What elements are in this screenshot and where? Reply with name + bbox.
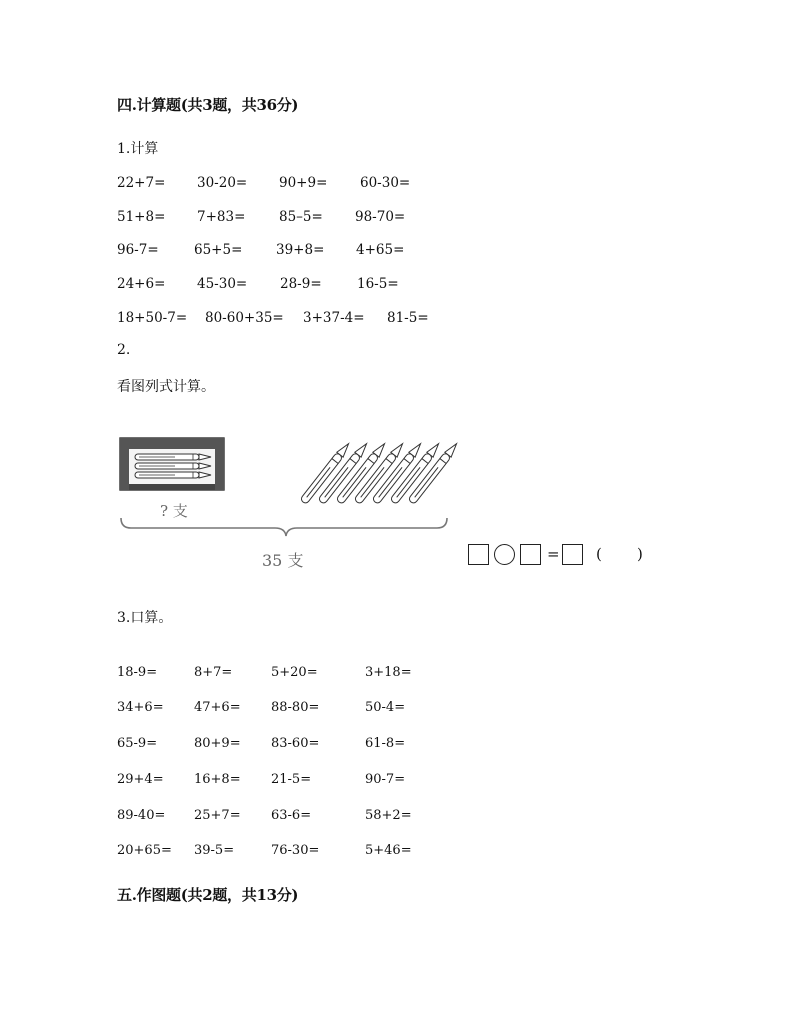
unknown-pens-label: ? 支 bbox=[160, 502, 188, 520]
q3-expression: 50-4= bbox=[365, 700, 406, 715]
q1-expression: 80-60+35= bbox=[205, 310, 284, 326]
q3-expression: 5+20= bbox=[271, 665, 318, 680]
q1-expression: 81-5= bbox=[387, 310, 429, 326]
q1-expression: 45-30= bbox=[197, 276, 248, 292]
question-2-label: 2. bbox=[117, 342, 131, 358]
unit-paren-open: ( bbox=[596, 545, 602, 563]
q1-expression: 18+50-7= bbox=[117, 310, 188, 326]
q1-expression: 30-20= bbox=[197, 175, 248, 191]
answer-box-result[interactable] bbox=[562, 544, 583, 565]
q1-expression: 4+65= bbox=[356, 242, 405, 258]
unit-paren-close: ) bbox=[637, 545, 643, 563]
q3-expression: 8+7= bbox=[194, 665, 233, 680]
q1-expression: 85–5= bbox=[279, 209, 323, 225]
q1-expression: 65+5= bbox=[194, 242, 243, 258]
equals-sign: = bbox=[547, 545, 560, 563]
section-4-title: 四.计算题(共3题，共36分) bbox=[117, 96, 299, 114]
q1-expression: 7+83= bbox=[197, 209, 246, 225]
q1-expression: 24+6= bbox=[117, 276, 166, 292]
q3-expression: 61-8= bbox=[365, 736, 406, 751]
q3-expression: 65-9= bbox=[117, 736, 158, 751]
q1-expression: 96-7= bbox=[117, 242, 159, 258]
q3-expression: 5+46= bbox=[365, 843, 412, 858]
section-5-title: 五.作图题(共2题，共13分) bbox=[117, 886, 299, 904]
pens-figure bbox=[115, 430, 460, 545]
q1-expression: 39+8= bbox=[276, 242, 325, 258]
total-pens-label: 35 支 bbox=[262, 551, 304, 570]
q1-expression: 22+7= bbox=[117, 175, 166, 191]
q3-expression: 76-30= bbox=[271, 843, 320, 858]
q3-expression: 83-60= bbox=[271, 736, 320, 751]
q3-expression: 47+6= bbox=[194, 700, 241, 715]
q3-expression: 16+8= bbox=[194, 772, 241, 787]
loose-pens-illustration bbox=[300, 441, 460, 504]
question-3-label: 3.口算。 bbox=[117, 610, 173, 626]
q3-expression: 39-5= bbox=[194, 843, 235, 858]
answer-box-2[interactable] bbox=[520, 544, 541, 565]
question-1-label: 1.计算 bbox=[117, 141, 159, 157]
q1-expression: 28-9= bbox=[280, 276, 322, 292]
q3-expression: 58+2= bbox=[365, 808, 412, 823]
q3-expression: 80+9= bbox=[194, 736, 241, 751]
pencil-box-illustration bbox=[120, 438, 224, 490]
q3-expression: 63-6= bbox=[271, 808, 312, 823]
q1-expression: 98-70= bbox=[355, 209, 406, 225]
q3-expression: 20+65= bbox=[117, 843, 172, 858]
q3-expression: 89-40= bbox=[117, 808, 166, 823]
q1-expression: 51+8= bbox=[117, 209, 166, 225]
q1-expression: 90+9= bbox=[279, 175, 328, 191]
q3-expression: 25+7= bbox=[194, 808, 241, 823]
q1-expression: 60-30= bbox=[360, 175, 411, 191]
question-2-instruction: 看图列式计算。 bbox=[117, 379, 215, 395]
q3-expression: 3+18= bbox=[365, 665, 412, 680]
q1-expression: 3+37-4= bbox=[303, 310, 365, 326]
q1-expression: 16-5= bbox=[357, 276, 399, 292]
q3-expression: 18-9= bbox=[117, 665, 158, 680]
q3-expression: 90-7= bbox=[365, 772, 406, 787]
q3-expression: 34+6= bbox=[117, 700, 164, 715]
q3-expression: 21-5= bbox=[271, 772, 312, 787]
q3-expression: 88-80= bbox=[271, 700, 320, 715]
operator-circle[interactable] bbox=[494, 544, 515, 565]
answer-box-1[interactable] bbox=[468, 544, 489, 565]
q3-expression: 29+4= bbox=[117, 772, 164, 787]
